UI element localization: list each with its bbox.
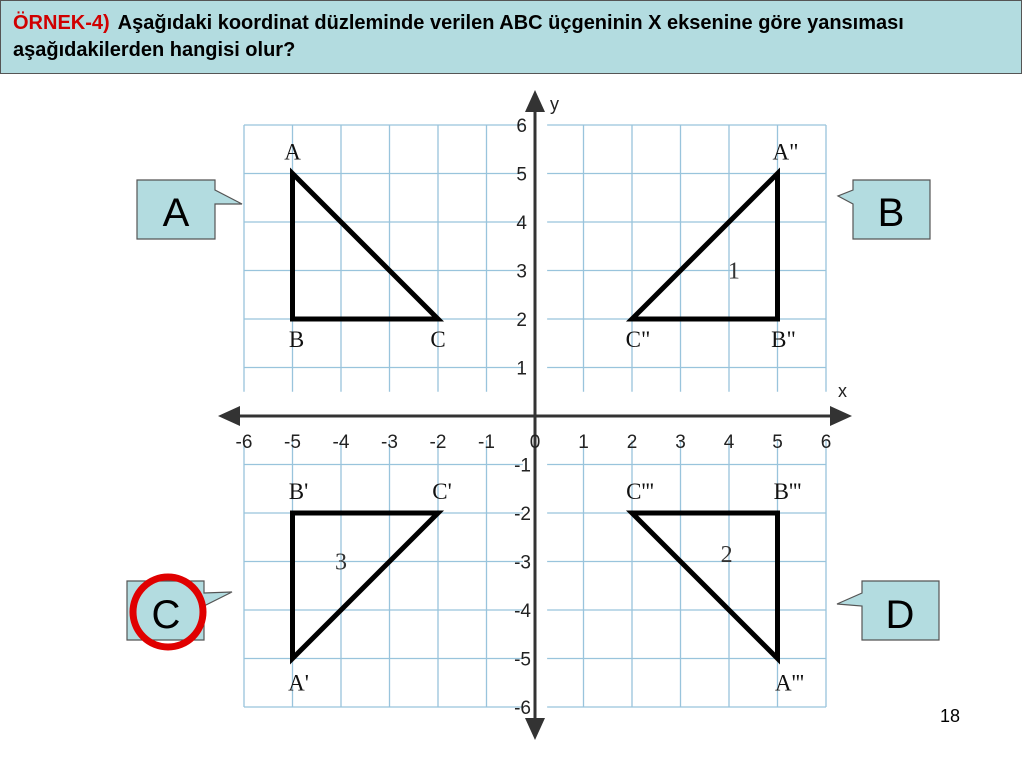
x-tick-label: -2 [429,432,447,453]
x-axis-arrow-left [218,406,240,426]
y-axis-arrow-down [525,718,545,740]
x-tick-label: 0 [529,432,541,453]
x-tick-label: -1 [478,432,495,453]
x-tick-label: 2 [626,432,638,453]
y-axis-arrow-up [525,90,545,112]
vertex-label: C [430,327,446,352]
option-c[interactable] [127,577,232,647]
x-tick-label: 4 [723,432,735,453]
triangle-tri-2 [632,513,778,659]
triangle-number: 1 [727,258,740,285]
vertex-label: A [284,139,301,165]
option-b[interactable] [838,180,930,239]
x-axis-name: x [838,381,847,401]
vertex-label: B" [771,327,796,352]
x-tick-label: -5 [284,432,301,453]
vertex-label: A''' [774,670,805,696]
x-tick-label: -4 [332,432,350,453]
vertex-label: B''' [773,479,802,504]
y-tick-label: -4 [514,601,531,622]
triangle-number: 2 [720,542,733,569]
option-a[interactable] [137,180,242,239]
x-tick-label: 5 [772,432,783,453]
option-a-letter: A [162,191,190,235]
y-tick-label: 2 [516,310,527,331]
vertex-label: C''' [626,479,654,504]
vertex-label: B' [288,479,309,504]
x-tick-label: -3 [381,432,398,453]
y-tick-label: 1 [516,358,527,380]
vertex-label: A" [772,139,799,165]
x-tick-label: 6 [820,432,832,453]
triangle-number: 3 [335,549,347,576]
option-b-letter: B [877,191,905,235]
y-tick-label: -6 [514,698,531,719]
y-tick-label: 4 [516,213,527,234]
x-tick-label: 3 [675,432,686,453]
y-tick-label: -5 [514,649,531,671]
vertex-label: A' [288,670,309,696]
option-d-letter: D [885,593,915,637]
y-tick-label: 6 [516,116,527,137]
y-tick-label: -3 [514,552,531,574]
x-axis-arrow-right [830,406,852,426]
vertex-label: C" [625,327,651,352]
y-tick-label: -1 [514,455,531,477]
triangle-tri-1 [632,174,778,320]
y-tick-label: -2 [514,504,531,525]
vertex-label: B [288,327,305,352]
triangle-original [293,174,439,320]
y-tick-label: 3 [516,261,527,283]
option-d[interactable] [837,581,939,640]
x-tick-label: 1 [578,432,589,453]
question-text: Aşağıdaki koordinat düzleminde verilen ABC üçgeninin X eksenine göre yansıması aşağıdakilerden hangisi olur? [13,12,904,61]
vertex-label: C' [432,479,452,504]
option-c-letter: C [151,593,181,637]
triangle-tri-3 [293,513,439,659]
y-axis-name: y [550,94,559,114]
axes [218,90,852,740]
x-tick-label: -6 [235,432,253,453]
page-number: 18 [940,706,961,726]
y-tick-label: 5 [516,164,527,186]
question-label: ÖRNEK-4) [13,12,110,34]
